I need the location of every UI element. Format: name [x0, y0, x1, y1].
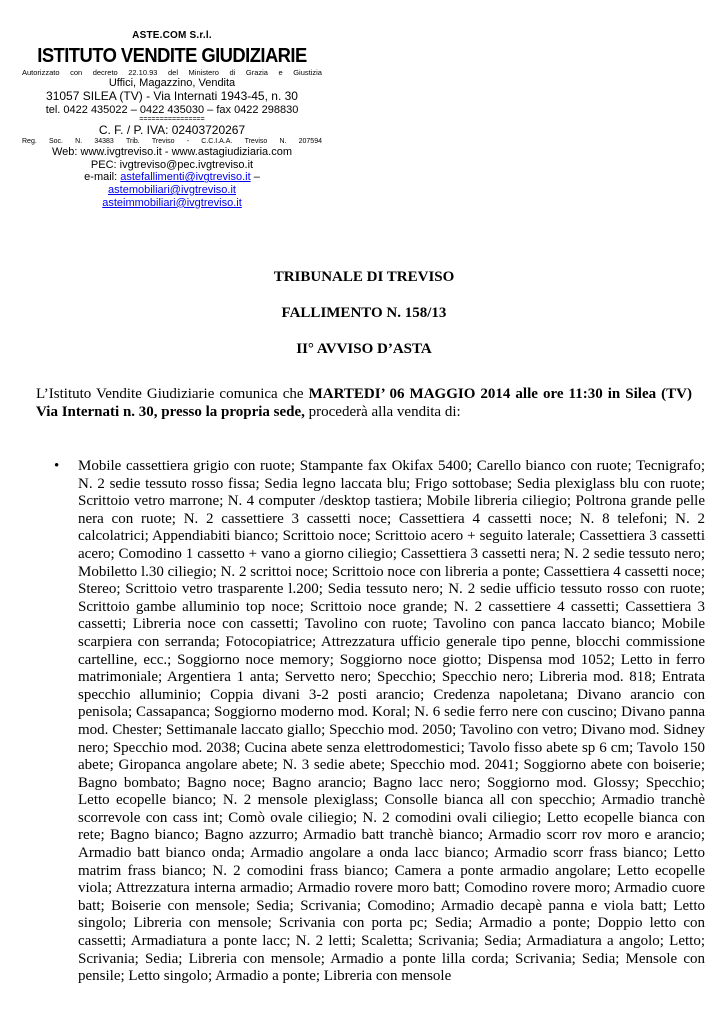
- email-line: [22, 171, 322, 196]
- pec-line: PEC: ivgtreviso@pec.ivgtreviso.it: [90, 158, 254, 171]
- registry-word: Treviso: [151, 138, 175, 146]
- authorization-word: Giustizia: [293, 67, 322, 77]
- address-line: 31057 SILEA (TV) - Via Internati 1943-45, n. 30: [46, 88, 298, 103]
- registry-line: [22, 138, 322, 146]
- authorization-word: 22.10.93: [128, 67, 158, 77]
- letterhead: [22, 30, 322, 209]
- authorization-word: Ministero: [188, 67, 219, 77]
- services-line: Uffici, Magazzino, Vendita: [108, 77, 236, 90]
- authorization-word: di: [229, 67, 236, 77]
- registry-word: Trib.: [125, 138, 140, 146]
- phones-line: tel. 0422 435022 – 0422 435030 – fax 0422 298830: [45, 103, 299, 116]
- email-link-immobiliari[interactable]: asteimmobiliari@ivgtreviso.it: [102, 196, 242, 209]
- registry-word: N.: [75, 138, 83, 146]
- registry-word: 207594: [298, 138, 322, 146]
- registry-word: 34383: [94, 138, 114, 146]
- email-label: e-mail:: [84, 171, 118, 184]
- authorization-word: con: [70, 67, 83, 77]
- email-line-2: [22, 197, 322, 210]
- intro-prefix: L’Istituto Vendite Giudiziarie comunica che: [36, 386, 309, 402]
- intro-date-place: MARTEDI’ 06 MAGGIO 2014 alle ore 11:30 in Silea (TV) Via Internati n. 30, presso la propria sede,: [36, 386, 692, 420]
- registry-word: Reg.: [22, 138, 37, 146]
- email-link-mobiliari[interactable]: astemobiliari@ivgtreviso.it: [108, 184, 236, 197]
- authorization-word: Autorizzato: [22, 67, 60, 77]
- intro-paragraph: [36, 386, 692, 421]
- court-heading: TRIBUNALE DI TREVISO: [273, 269, 455, 285]
- registry-word: N.: [279, 138, 287, 146]
- authorization-word: Grazia: [245, 67, 268, 77]
- case-heading: FALLIMENTO N. 158/13: [281, 305, 447, 321]
- email-link-fallimenti[interactable]: astefallimenti@ivgtreviso.it: [120, 171, 251, 184]
- authorization-word: e: [278, 67, 283, 77]
- list-item: Mobile cassettiera grigio con ruote; Stampante fax Okifax 5400; Carello bianco con ruote; Tecnigrafo; N. 2 sedie tessuto rosso fissa; Sedia legno laccata blu; Frigo sottobase; Sedia plexiglass blu con ruote; Scrittoio vetro marrone; N. 4 computer /desktop tastiera; Mobile libreria ciliegio; Poltrona grande pelle nera con ruote; N. 2 cassettiere 3 cassetti noce; Cassettiera 4 cassetti noce; N. 8 telefoni; N. 2 calcolatrici; Appendiabiti bianco; Scrittoio noce; Scrittoio acero + seguito laterale; Cassettiera 3 cassetti acero; Comodino 1 cassetto + vano a giorno ciliegio; Cassettiera 3 cassetti nera; N. 2 sedie tessuto nero; Mobiletto l.30 ciliegio; N. 2 scrittoi noce; Scrittoio noce con libreria a ponte; Cassettiera 4 cassetti noce; Stereo; Scrittoio vetro trasparente l.200; Sedia tessuto nero; N. 2 sedie ufficio tessuto rosso con ruote; Scrittoio gambe alluminio top noce; Scrittoio noce grande; N. 2 cassettiere 4 cassetti; Cassettiera 3 cassetti; Libreria noce con cassetti; Tavolino con ruote; Tavolino con panca laccato bianco; Mobile scarpiera con serranda; Fotocopiatrice; Attrezzatura ufficio generale tipo penne, blocchi commissione cartelline, ecc.; Soggiorno noce memory; Soggiorno noce giotto; Dispensa mod 1052; Letto in ferro matrimoniale; Argentiera 1 anta; Servetto nero; Specchio; Specchio nero; Libreria mod. 818; Entrata specchio alluminio; Coppia divani 3-2 posti arancio; Credenza napoletana; Divano arancio con penisola; Cassapanca; Soggiorno moderno mod. Koral; N. 6 sedie ferro nere con cuscino; Divano panna mod. Chester; Settimanale laccato giallo; Specchio mod. 2050; Tavolino con vetro; Divano mod. Sidney nero; Specchio mod. 2038; Cucina abete senza elettrodomestici; Tavolo fisso abete sp 6 cm; Tavolo 150 abete; Giropanca angolare abete; N. 3 sedie abete; Specchio mod. 2041; Soggiorno abete con boiserie; Bagno bombato; Bagno noce; Bagno arancio; Bagno lacc nero; Soggiorno mod. Glossy; Specchio; Letto ecopelle bianco; N. 2 mensole plexiglass; Consolle bianca all con specchio; Armadio tranchè scorrevole con cass int; Comò ovale ciliegio; N. 2 comodini ovali ciliegio; Letto ecopelle bianca con rete; Bagno bianco; Bagno azzurro; Armadio batt tranchè bianco; Armadio scorr rov moro e arancio; Armadio batt bianco onda; Armadio angolare a onda lacc bianco; Armadio scorr frass bianco; Letto matrim frass bianco; N. 2 comodini frass bianco; Camera a ponte armadio angolare; Letto ecopelle viola; Attrezzatura interna armadio; Armadio rovere moro batt; Comodino rovere moro; Armadio cuore batt; Boiserie con mensole; Sedia; Scrivania; Comodino; Armadio decapè panna e viola batt; Letto singolo; Libreria con mensole; Scrivania con porta pc; Sedia; Armadio a ponte; Doppio letto con cassetti; Armadiatura a ponte lacc; N. 2 letti; Scaletta; Scrivania; Sedia; Armadiatura a angolo; Letto; Scrivania; Sedia; Libreria con mensole; Armadio a ponte lilla corda; Scrivania; Sedia; Mensole con pensile; Letto singolo; Armadio a ponte; Libreria con mensole: [78, 458, 705, 985]
- web-line: Web: www.ivgtreviso.it - www.astagiudiziaria.com: [51, 146, 293, 159]
- notice-heading: II° AVVISO D’ASTA: [296, 341, 432, 357]
- authorization-word: del: [167, 67, 178, 77]
- email-separator: –: [253, 171, 260, 184]
- tax-id-line: C. F. / P. IVA: 02403720267: [98, 123, 246, 138]
- registry-word: Treviso: [244, 138, 268, 146]
- registry-word: -: [186, 138, 190, 146]
- intro-suffix: procederà alla vendita di:: [304, 403, 461, 420]
- separator-line: ================: [139, 116, 205, 124]
- institute-name: ISTITUTO VENDITE GIUDIZIARIE: [37, 44, 307, 67]
- company-name: ASTE.COM S.r.l.: [132, 30, 212, 41]
- bullet-icon: •: [54, 458, 60, 474]
- registry-word: C.C.I.A.A.: [201, 138, 233, 146]
- registry-word: Soc.: [48, 138, 63, 146]
- authorization-word: decreto: [92, 67, 118, 77]
- authorization-line: [22, 69, 322, 78]
